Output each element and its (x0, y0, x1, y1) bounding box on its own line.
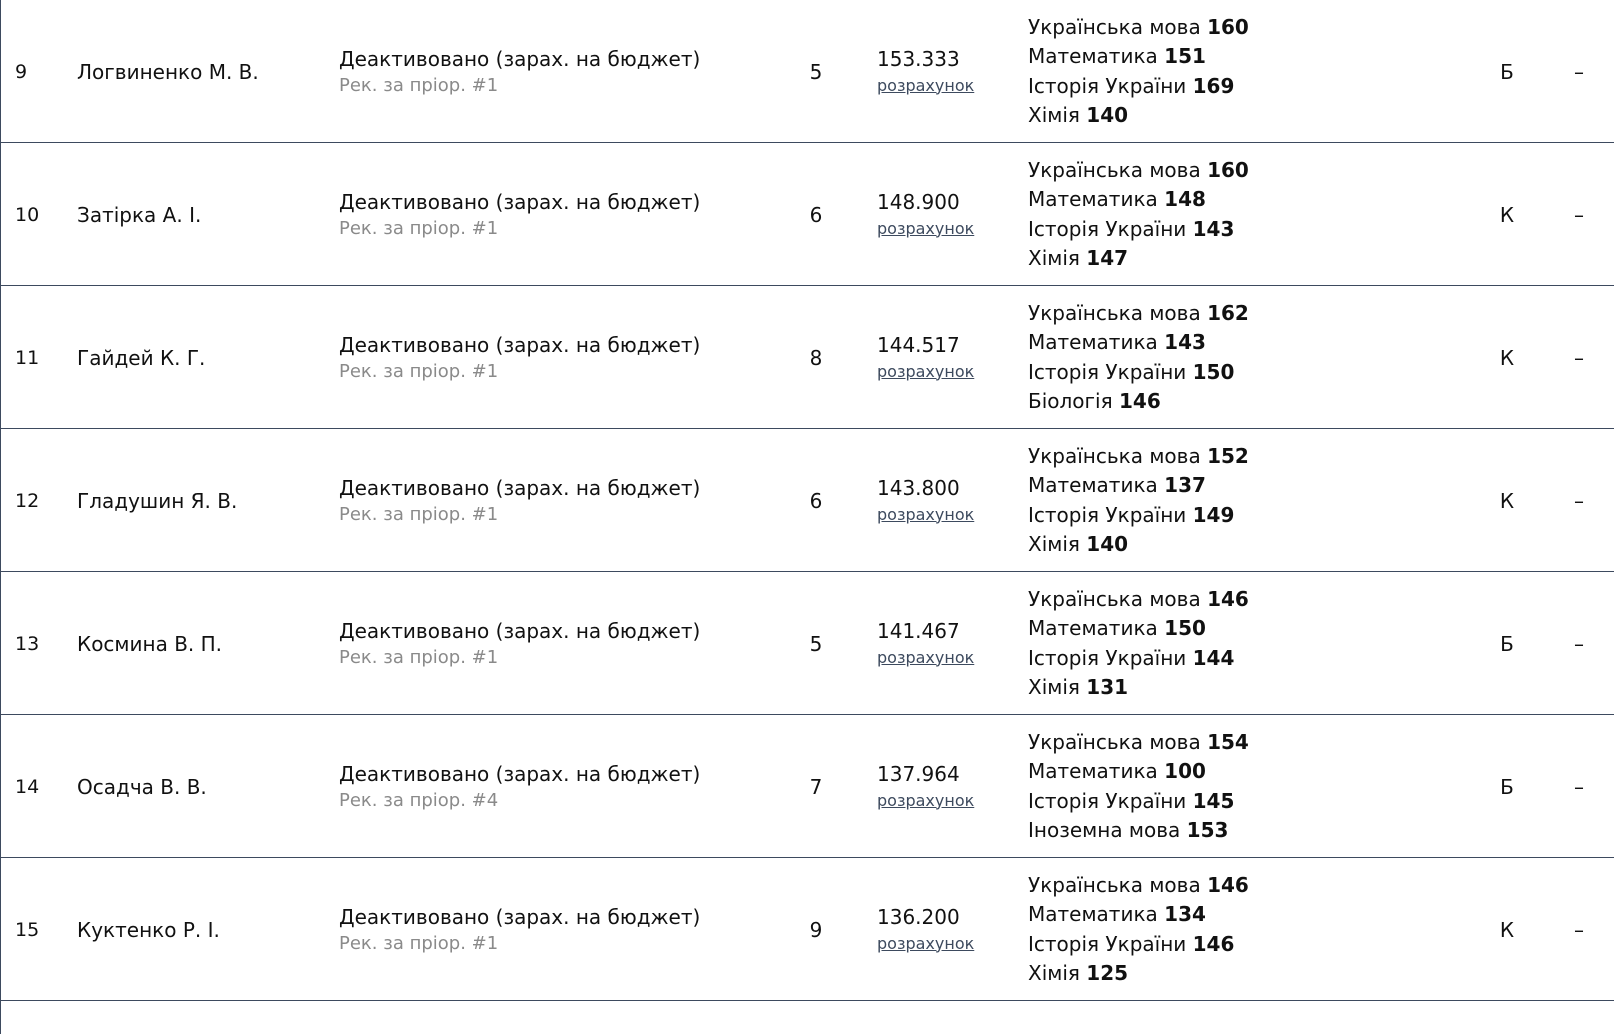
calculation-link[interactable]: розрахунок (877, 504, 975, 524)
funding-type: Б (1500, 631, 1514, 656)
status-text: Деактивовано (зарах. на бюджет) (339, 189, 701, 214)
funding-type: К (1499, 202, 1515, 227)
status-text: Деактивовано (зарах. на бюджет) (339, 332, 701, 357)
competitive-score: 141.467 (877, 618, 960, 643)
funding-type: Б (1500, 774, 1514, 799)
applicant-name: Затірка А. І. (77, 202, 202, 227)
subject-score-line: Математика 100 (1028, 759, 1206, 783)
subject-scores (1028, 143, 1408, 286)
status-cell (339, 143, 779, 286)
priority-value: 7 (809, 774, 823, 799)
subject-score-line: Історія України 149 (1028, 502, 1235, 527)
subject-score-line: Українська мова 146 (1028, 586, 1249, 611)
priority-value: 6 (809, 488, 823, 513)
extra-value: – (1574, 202, 1584, 227)
score-cell (877, 143, 1017, 286)
status-cell (339, 572, 779, 715)
recommendation-text: Рек. за пріор. #1 (339, 360, 499, 382)
subject-score-line: Біологія 146 (1028, 389, 1161, 413)
subject-scores (1028, 858, 1408, 1001)
subject-score-line: Математика 148 (1028, 187, 1206, 211)
subject-score-line: Історія України 143 (1028, 216, 1235, 241)
row-number: 14 (15, 775, 40, 798)
status-cell (339, 429, 779, 572)
applicant-name: Гайдей К. Г. (77, 345, 206, 370)
subject-score-line: Історія України 145 (1028, 788, 1235, 813)
applicant-name: Логвиненко М. В. (77, 59, 259, 84)
subject-score-line: Математика 151 (1028, 44, 1206, 68)
status-text: Деактивовано (зарах. на бюджет) (339, 904, 701, 929)
row-number: 12 (15, 489, 40, 512)
subject-score-line: Українська мова 160 (1028, 14, 1249, 39)
competitive-score: 143.800 (877, 475, 960, 500)
score-cell (877, 0, 1017, 143)
score-cell (877, 429, 1017, 572)
table-row (1, 286, 1614, 429)
row-number: 13 (15, 632, 40, 655)
recommendation-text: Рек. за пріор. #1 (339, 503, 499, 525)
score-cell (877, 572, 1017, 715)
subject-score-line: Історія України 144 (1028, 645, 1235, 670)
subject-score-line: Хімія 125 (1028, 961, 1129, 985)
subject-score-line: Математика 150 (1028, 616, 1206, 640)
priority-value: 9 (809, 917, 823, 942)
subject-score-line: Українська мова 154 (1028, 729, 1249, 754)
competitive-score: 144.517 (877, 332, 960, 357)
applicant-name: Космина В. П. (77, 631, 223, 656)
extra-value: – (1574, 345, 1584, 370)
funding-type: К (1499, 917, 1515, 942)
subject-scores (1028, 286, 1408, 429)
competitive-score: 136.200 (877, 904, 960, 929)
calculation-link[interactable]: розрахунок (877, 647, 975, 667)
competitive-score: 153.333 (877, 46, 960, 71)
recommendation-text: Рек. за пріор. #1 (339, 217, 499, 239)
priority-value: 6 (809, 202, 823, 227)
score-cell (877, 715, 1017, 858)
extra-value: – (1574, 488, 1584, 513)
subject-score-line: Хімія 131 (1028, 675, 1129, 699)
subject-score-line: Історія України 169 (1028, 73, 1235, 98)
status-text: Деактивовано (зарах. на бюджет) (339, 46, 701, 71)
applicant-name: Осадча В. В. (77, 774, 207, 799)
extra-value: – (1574, 774, 1584, 799)
calculation-link[interactable]: розрахунок (877, 933, 975, 953)
score-cell (877, 858, 1017, 1001)
subject-score-line: Іноземна мова 153 (1028, 818, 1229, 842)
table-row (1, 0, 1614, 143)
row-number: 11 (15, 346, 40, 369)
status-text: Деактивовано (зарах. на бюджет) (339, 761, 701, 786)
subject-score-line: Хімія 140 (1028, 532, 1129, 556)
recommendation-text: Рек. за пріор. #1 (339, 646, 499, 668)
row-number: 15 (15, 918, 40, 941)
recommendation-text: Рек. за пріор. #4 (339, 789, 499, 811)
table-row (1, 572, 1614, 715)
subject-score-line: Математика 137 (1028, 473, 1206, 497)
extra-value: – (1574, 59, 1584, 84)
subject-scores (1028, 715, 1408, 858)
table-row (1, 429, 1614, 572)
status-cell (339, 286, 779, 429)
calculation-link[interactable]: розрахунок (877, 790, 975, 810)
subject-score-line: Математика 134 (1028, 902, 1206, 926)
row-number: 10 (15, 203, 40, 226)
calculation-link[interactable]: розрахунок (877, 361, 975, 381)
extra-value: – (1574, 917, 1584, 942)
status-text: Деактивовано (зарах. на бюджет) (339, 475, 701, 500)
recommendation-text: Рек. за пріор. #1 (339, 932, 499, 954)
status-cell (339, 715, 779, 858)
subject-scores (1028, 429, 1408, 572)
subject-score-line: Історія України 150 (1028, 359, 1235, 384)
recommendation-text: Рек. за пріор. #1 (339, 74, 499, 96)
priority-value: 5 (809, 631, 823, 656)
competitive-score: 148.900 (877, 189, 960, 214)
status-cell (339, 0, 779, 143)
extra-value: – (1574, 631, 1584, 656)
subject-score-line: Хімія 147 (1028, 246, 1129, 270)
calculation-link[interactable]: розрахунок (877, 218, 975, 238)
subject-score-line: Українська мова 160 (1028, 157, 1249, 182)
applicant-name: Куктенко Р. І. (77, 917, 220, 942)
subject-scores (1028, 572, 1408, 715)
status-cell (339, 858, 779, 1001)
table-row (1, 715, 1614, 858)
applicant-name: Гладушин Я. В. (77, 488, 238, 513)
score-cell (877, 286, 1017, 429)
competitive-score: 137.964 (877, 761, 960, 786)
subject-score-line: Українська мова 152 (1028, 443, 1249, 468)
table-row (1, 143, 1614, 286)
subject-score-line: Математика 143 (1028, 330, 1206, 354)
row-number: 9 (15, 60, 28, 83)
funding-type: К (1499, 345, 1515, 370)
priority-value: 8 (809, 345, 823, 370)
subject-score-line: Українська мова 146 (1028, 872, 1249, 897)
funding-type: К (1499, 488, 1515, 513)
subject-score-line: Історія України 146 (1028, 931, 1235, 956)
priority-value: 5 (809, 59, 823, 84)
subject-score-line: Хімія 140 (1028, 103, 1129, 127)
subject-scores (1028, 0, 1408, 143)
funding-type: Б (1500, 59, 1514, 84)
calculation-link[interactable]: розрахунок (877, 75, 975, 95)
subject-score-line: Українська мова 162 (1028, 300, 1249, 325)
table-row (1, 858, 1614, 1001)
status-text: Деактивовано (зарах. на бюджет) (339, 618, 701, 643)
